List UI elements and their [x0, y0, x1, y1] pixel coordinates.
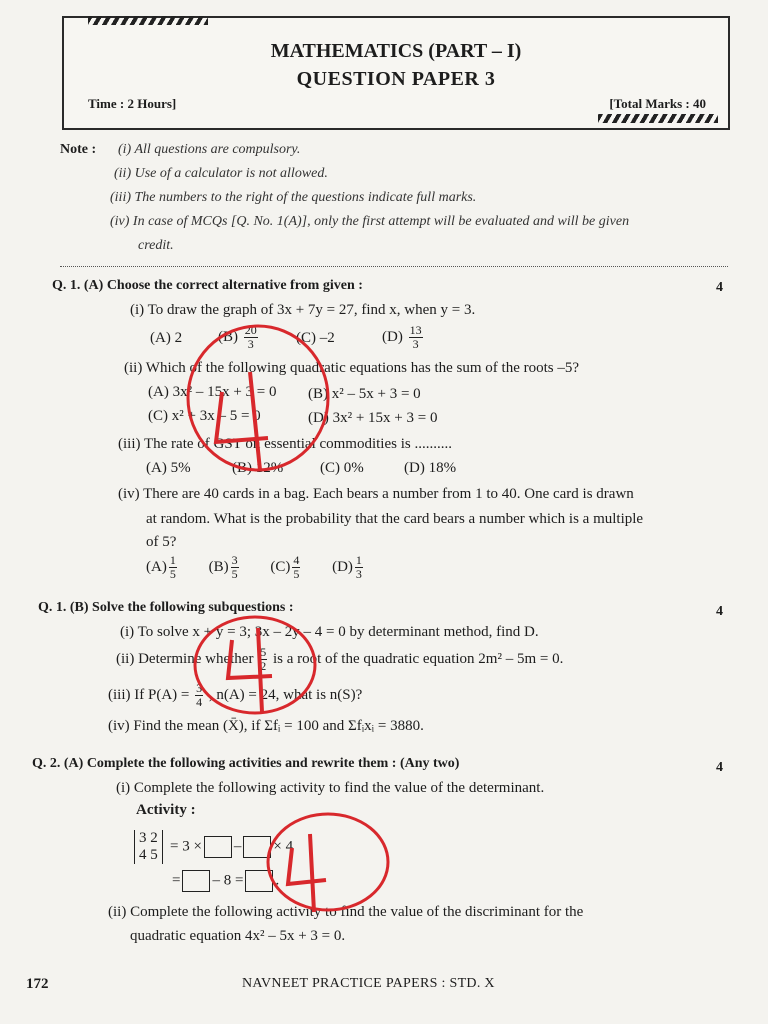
text-segment: (iii) If P(A) = — [108, 686, 190, 703]
q1a-ii-option-b: (B) x² – 5x + 3 = 0 — [308, 386, 421, 402]
fraction — [409, 324, 423, 351]
paper-title: MATHEMATICS (PART – I) — [270, 40, 522, 62]
paper-subtitle: QUESTION PAPER 3 — [296, 68, 496, 90]
fraction-numerator: 20 — [244, 323, 257, 337]
fraction — [259, 646, 267, 673]
text-segment: – — [233, 838, 242, 855]
determinant-matrix — [134, 830, 163, 864]
text-segment: . — [275, 872, 280, 889]
q1a-iv-text: (iv) There are 40 cards in a bag. Each bears a number from 1 to 40. One card is drawn — [118, 486, 634, 502]
fraction-numerator: 1 — [355, 553, 362, 567]
q1a-iv-options — [146, 554, 365, 581]
matrix-row: 4 5 — [139, 847, 158, 863]
q2a-ii-text: quadratic equation 4x² – 5x + 3 = 0. — [130, 928, 346, 944]
option-label: (D) — [382, 328, 403, 345]
blank-box[interactable] — [204, 836, 232, 858]
q1a-i-option-c: (C) –2 — [296, 330, 335, 346]
fraction — [169, 554, 177, 581]
page-number: 172 — [26, 976, 49, 992]
fraction-denominator: 5 — [231, 567, 238, 581]
fraction-denominator: 3 — [412, 337, 419, 351]
q1a-iii-option-b: (B) 12% — [232, 460, 284, 476]
q1a-heading: Q. 1. (A) Choose the correct alternative from given : — [52, 278, 363, 293]
total-marks: [Total Marks : 40 — [609, 96, 706, 111]
q1a-iv-text: of 5? — [146, 534, 177, 550]
activity-step-2 — [172, 870, 279, 892]
ink-digit — [288, 834, 326, 912]
fraction-denominator: 4 — [196, 695, 203, 709]
q1a-iv-text: at random. What is the probability that the card bears a number which is a multiple — [146, 511, 644, 527]
text-segment: – 8 = — [212, 872, 244, 889]
time-allowed: Time : 2 Hours] — [88, 96, 177, 111]
q1b-iii-text — [108, 682, 362, 709]
fraction-numerator: 5 — [260, 645, 267, 659]
q1a-iii-option-d: (D) 18% — [404, 460, 457, 476]
text-segment: , n(A) = 24, what is n(S)? — [208, 686, 363, 703]
fraction — [244, 324, 258, 351]
fraction-numerator: 4 — [293, 553, 300, 567]
note-label: Note : — [60, 142, 97, 157]
header-hatch-top — [88, 16, 208, 25]
fraction-denominator: 3 — [247, 337, 254, 351]
activity-label: Activity : — [136, 802, 196, 818]
q1b-ii-text — [116, 646, 563, 673]
q1a-iii-text: (iii) The rate of GST on essential commodities is .......... — [118, 436, 452, 452]
fraction — [355, 554, 363, 581]
section-divider — [60, 266, 728, 267]
fraction-numerator: 13 — [409, 323, 422, 337]
blank-box[interactable] — [182, 870, 210, 892]
q1a-iii-option-c: (C) 0% — [320, 460, 364, 476]
option-label: (D) — [332, 558, 353, 575]
note-line: (ii) Use of a calculator is not allowed. — [114, 166, 328, 181]
note-line: (i) All questions are compulsory. — [118, 142, 301, 157]
fraction-denominator: 5 — [169, 567, 176, 581]
matrix-row: 3 2 — [139, 830, 158, 846]
q1a-i-option-d — [382, 324, 425, 351]
q2a-marks: 4 — [716, 760, 723, 775]
fraction-denominator: 2 — [260, 659, 267, 673]
note-line: (iii) The numbers to the right of the questions indicate full marks. — [110, 190, 477, 205]
option-label: (C) — [270, 558, 291, 575]
q1b-iv-text: (iv) Find the mean (X̄), if Σfᵢ = 100 and Σfᵢxᵢ = 3880. — [108, 718, 424, 734]
q1a-ii-option-a: (A) 3x² – 15x + 3 = 0 — [148, 384, 277, 400]
fraction-numerator: 3 — [231, 553, 238, 567]
q1b-i-text: (i) To solve x + y = 3; 3x – 2y – 4 = 0 by determinant method, find D. — [120, 624, 539, 640]
note-line: credit. — [138, 238, 174, 253]
q1a-iii-option-a: (A) 5% — [146, 460, 191, 476]
note-line: (iv) In case of MCQs [Q. No. 1(A)], only the first attempt will be evaluated and will be given — [110, 214, 630, 229]
option-label: (B) — [218, 328, 238, 345]
q1b-marks: 4 — [716, 604, 723, 619]
q2a-i-text: (i) Complete the following activity to find the value of the determinant. — [116, 780, 545, 796]
text-segment: = — [172, 872, 181, 889]
text-segment: (ii) Determine whether — [116, 650, 254, 667]
fraction — [292, 554, 300, 581]
option-label: (B) — [208, 558, 229, 575]
fraction-numerator: 1 — [169, 553, 176, 567]
option-label: (A) — [146, 558, 167, 575]
activity-step-1 — [170, 836, 293, 858]
q1a-ii-option-c: (C) x² + 3x – 5 = 0 — [148, 408, 261, 424]
q1a-i-option-b — [218, 324, 260, 351]
fraction — [231, 554, 239, 581]
q1a-ii-option-d: (D) 3x² + 15x + 3 = 0 — [308, 410, 438, 426]
fraction-denominator: 5 — [293, 567, 300, 581]
ink-circle — [268, 814, 388, 910]
fraction — [195, 682, 203, 709]
fraction-numerator: 3 — [196, 681, 203, 695]
paper-header — [62, 16, 730, 130]
q1a-i-option-a: (A) 2 — [150, 330, 183, 346]
blank-box[interactable] — [245, 870, 273, 892]
fraction-denominator: 3 — [355, 567, 362, 581]
q1b-heading: Q. 1. (B) Solve the following subquestions : — [38, 600, 294, 615]
q1a-ii-text: (ii) Which of the following quadratic equations has the sum of the roots –5? — [124, 360, 580, 376]
q1a-marks: 4 — [716, 280, 723, 295]
q1a-i-text: (i) To draw the graph of 3x + 7y = 27, find x, when y = 3. — [130, 302, 476, 318]
text-segment: × 4 — [273, 838, 294, 855]
blank-box[interactable] — [243, 836, 271, 858]
q2a-ii-text: (ii) Complete the following activity to find the value of the discriminant for the — [108, 904, 584, 920]
publisher-footer: NAVNEET PRACTICE PAPERS : STD. X — [242, 976, 495, 991]
determinant — [134, 830, 163, 864]
header-hatch-bottom — [598, 114, 718, 123]
text-segment: = 3 × — [170, 838, 202, 855]
q2a-heading: Q. 2. (A) Complete the following activities and rewrite them : (Any two) — [32, 756, 460, 771]
text-segment: is a root of the quadratic equation 2m² – 5m = 0. — [272, 650, 564, 667]
